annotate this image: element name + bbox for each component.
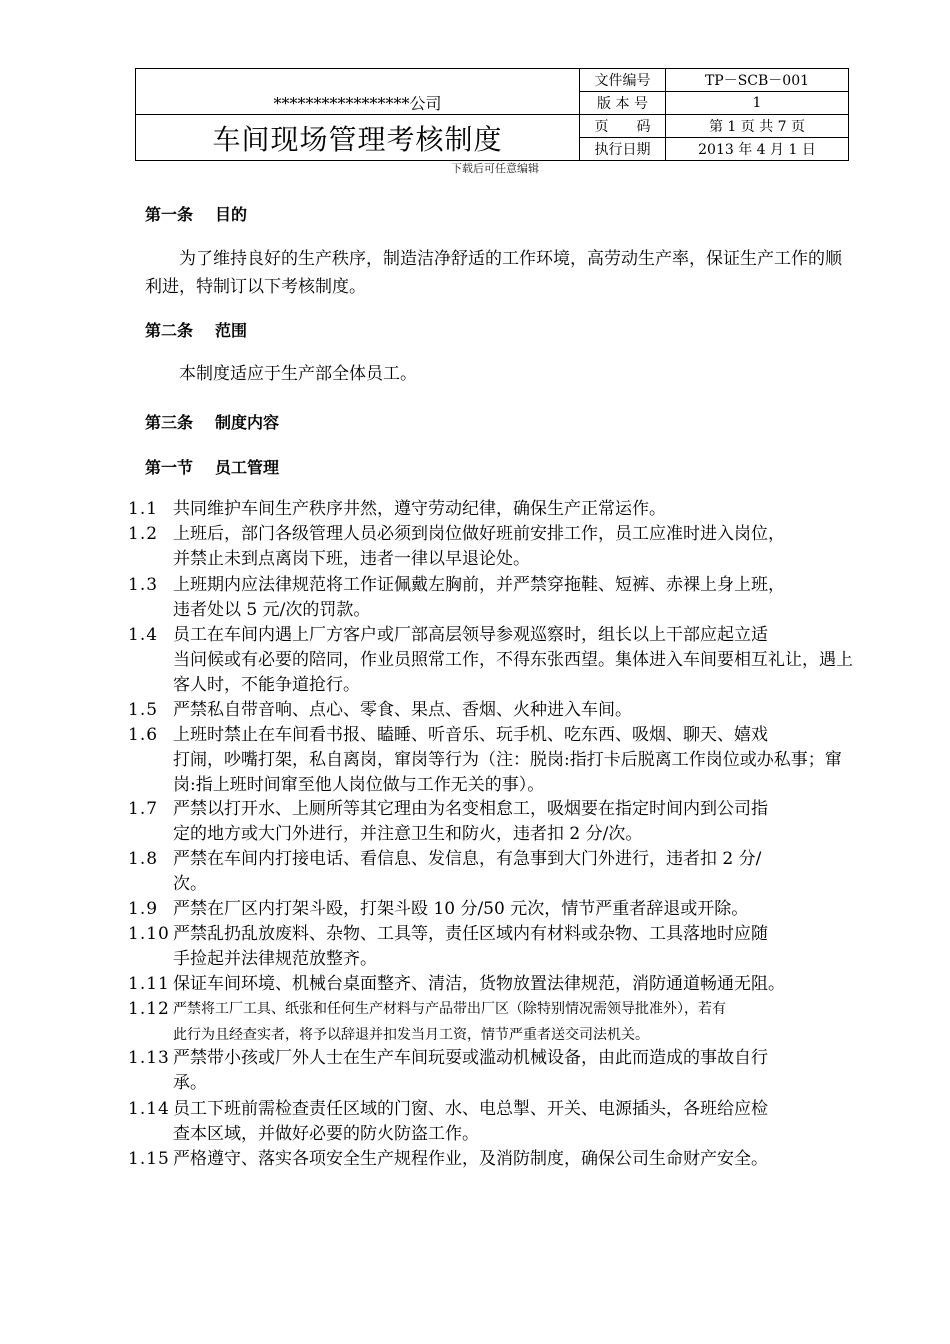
item-text: 上班期内应法律规范将工作证佩戴左胸前，并严禁穿拖鞋、短裤、赤裸上身上班， — [173, 575, 785, 595]
article-number: 第三条 — [145, 413, 194, 432]
item-text: 严禁在车间内打接电话、看信息、发信息，有急事到大门外进行，违者扣 2 分/ — [173, 849, 762, 869]
list-item — [128, 522, 853, 572]
list-item — [128, 698, 853, 723]
item-text: 共同维护车间生产秩序井然，遵守劳动纪律，确保生产正常运作。 — [173, 499, 666, 519]
item-number: 1.7 — [128, 799, 159, 819]
article-1-body: 为了维持良好的生产秩序，制造洁净舒适的工作环境，高劳动生产率，保证生产工作的顺利进，特制订以下考核制度。 — [145, 249, 842, 297]
effective-date-value: 2013 年 4 月 1 日 — [666, 138, 849, 161]
edit-note: 下载后可任意编辑 — [451, 162, 539, 175]
item-number: 1.13 — [128, 1048, 170, 1068]
section-number: 第一节 — [145, 458, 194, 477]
item-text: 员工下班前需检查责任区域的门窗、水、电总掣、开关、电源插头，各班给应检 — [173, 1099, 768, 1119]
article-title: 制度内容 — [215, 413, 280, 432]
article-title: 目的 — [215, 205, 248, 224]
page-label: 页 码 — [580, 115, 666, 138]
list-item — [128, 797, 853, 847]
page-value: 第 1 页 共 7 页 — [666, 115, 849, 138]
item-number: 1.11 — [128, 974, 170, 994]
item-number: 1.6 — [128, 725, 159, 745]
list-item — [128, 1097, 853, 1147]
article-title: 范围 — [215, 321, 248, 340]
item-text-continued: 违者处以 5 元/次的罚款。 — [173, 600, 371, 620]
item-text: 严禁以打开水、上厕所等其它理由为名变相怠工，吸烟要在指定时间内到公司指 — [173, 799, 768, 819]
item-number: 1.15 — [128, 1149, 170, 1169]
item-text: 员工在车间内遇上厂方客户或厂部高层领导参观巡察时，组长以上干部应起立适 — [173, 625, 768, 645]
document-title: 车间现场管理考核制度 — [136, 115, 580, 161]
item-number: 1.8 — [128, 849, 159, 869]
list-item — [128, 623, 853, 698]
list-item — [128, 996, 853, 1048]
item-text: 保证车间环境、机械台桌面整齐、清洁，货物放置法律规范，消防通道畅通无阻。 — [173, 974, 785, 994]
item-number: 1.5 — [128, 700, 159, 720]
item-text-continued: 查本区域，并做好必要的防火防盗工作。 — [173, 1124, 479, 1144]
item-number: 1.10 — [128, 924, 170, 944]
list-item — [128, 1046, 853, 1096]
item-text-continued: 承。 — [173, 1073, 207, 1093]
doc-number-value: TP－SCB－001 — [666, 69, 849, 92]
item-number: 1.4 — [128, 625, 159, 645]
item-number: 1.9 — [128, 899, 159, 919]
item-text: 上班时禁止在车间看书报、瞌睡、听音乐、玩手机、吃东西、吸烟、聊天、嬉戏 — [173, 725, 768, 745]
item-text: 严禁将工厂工具、纸张和任何生产材料与产品带出厂区（除特别情况需领导批准外），若有 — [173, 1001, 726, 1017]
article-number: 第一条 — [145, 205, 194, 224]
item-text-continued: 次。 — [173, 874, 207, 894]
list-item — [128, 922, 853, 972]
item-text: 严禁带小孩或厂外人士在生产车间玩耍或滥动机械设备，由此而造成的事故自行 — [173, 1048, 768, 1068]
item-text-continued: 并禁止未到点离岗下班，违者一律以早退论处。 — [173, 549, 530, 569]
list-item — [128, 1147, 853, 1172]
item-text-continued: 定的地方或大门外进行，并注意卫生和防火，违者扣 2 分/次。 — [173, 824, 643, 844]
item-text-continued: 打闹，吵嘴打架，私自离岗，窜岗等行为（注：脱岗:指打卡后脱离工作岗位或办私事；窜岗:指上班时间窜至他人岗位做与工作无关的事）。 — [173, 750, 842, 795]
article-2-body: 本制度适应于生产部全体员工。 — [145, 364, 417, 384]
list-item — [128, 723, 853, 798]
list-item — [128, 497, 853, 522]
company-name: *****************公司 — [136, 69, 580, 115]
article-1-heading — [145, 202, 269, 225]
article-3-heading — [145, 410, 301, 433]
item-number: 1.3 — [128, 575, 159, 595]
item-text: 严格遵守、落实各项安全生产规程作业，及消防制度，确保公司生命财产安全。 — [173, 1149, 768, 1169]
document-header-table — [135, 68, 849, 161]
version-label: 版 本 号 — [580, 92, 666, 115]
article-number: 第二条 — [145, 321, 194, 340]
item-text-continued: 手捡起并法律规范放整齐。 — [173, 949, 377, 969]
list-item — [128, 847, 853, 897]
version-value: 1 — [666, 92, 849, 115]
article-2-heading — [145, 318, 269, 341]
list-item — [128, 897, 853, 922]
list-item — [128, 972, 853, 997]
effective-date-label: 执行日期 — [580, 138, 666, 161]
item-text-continued: 此行为且经查实者，将予以辞退并扣发当月工资，情节严重者送交司法机关。 — [173, 1027, 649, 1043]
item-number: 1.14 — [128, 1099, 170, 1119]
doc-number-label: 文件编号 — [580, 69, 666, 92]
item-text: 严禁私自带音响、点心、零食、果点、香烟、火种进入车间。 — [173, 700, 632, 720]
item-number: 1.1 — [128, 499, 159, 519]
item-text: 严禁乱扔乱放废料、杂物、工具等，责任区域内有材料或杂物、工具落地时应随 — [173, 924, 768, 944]
item-text: 上班后，部门各级管理人员必须到岗位做好班前安排工作，员工应准时进入岗位， — [173, 524, 785, 544]
item-text: 严禁在厂区内打架斗殴，打架斗殴 10 分/50 元次，情节严重者辞退或开除。 — [173, 899, 749, 919]
list-item — [128, 573, 853, 623]
section-1-heading — [145, 455, 301, 478]
item-text-continued: 当问候或有必要的陪同，作业员照常工作，不得东张西望。集体进入车间要相互礼让，遇上客人时，不能争道抢行。 — [173, 650, 853, 695]
section-title: 员工管理 — [215, 458, 280, 477]
item-number: 1.2 — [128, 524, 159, 544]
item-number: 1.12 — [128, 999, 170, 1019]
